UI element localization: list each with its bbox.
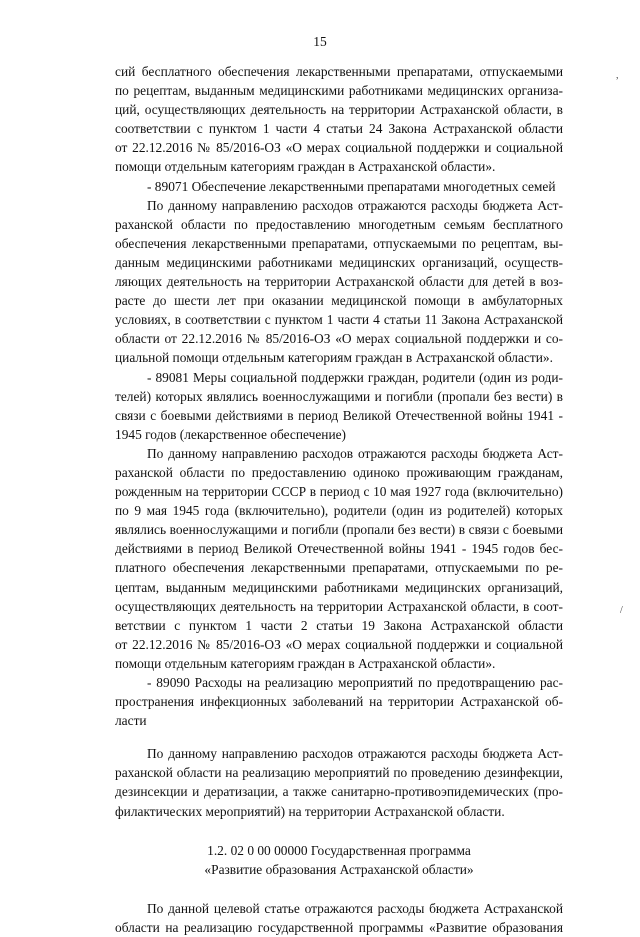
- text-line: ций, осуществляющих деятельность на территории Астраханской области, в: [115, 102, 563, 118]
- text-line: раханской области на реализацию мероприятий по проведению дезинфекции,: [115, 765, 563, 781]
- text-line: осуществляющих деятельность на территории Астраханской области, в соот-: [115, 598, 563, 614]
- text-line: связи с боевыми действиями в период Великой Отечественной войны 1941 -: [115, 407, 563, 423]
- text-line: ляющих деятельность на территории Астраханской области для детей в воз-: [115, 274, 563, 290]
- text-line: области от 22.12.2016 № 85/2016-ОЗ «О мерах социальной поддержки и со-: [115, 331, 563, 347]
- text-line: рожденным на территории СССР в период с 10 мая 1927 года (включительно): [115, 484, 563, 500]
- text-line: ветствии с пунктом 1 части 2 статьи 19 Закона Астраханской области: [115, 617, 563, 633]
- text-line: циальной помощи отдельным категориям граждан в Астраханской области».: [115, 350, 553, 366]
- text-line: по рецептам, выданным медицинскими работниками медицинских организа-: [115, 83, 563, 99]
- text-line: соответствии с пунктом 1 части 4 статьи 24 Закона Астраханской области: [115, 121, 563, 137]
- text-line: платного обеспечения лекарственными препаратами, отпускаемыми по ре-: [115, 560, 563, 576]
- text-line: - 89081 Меры социальной поддержки граждан, родители (один из роди-: [147, 369, 563, 385]
- text-line: действиями в период Великой Отечественной войны 1941 - 1945 годов бес-: [115, 541, 563, 557]
- text-line: По данной целевой статье отражаются расходы бюджета Астраханской: [147, 900, 563, 916]
- text-line: пространения инфекционных заболеваний на территории Астраханской об-: [115, 694, 563, 710]
- text-line: раханской области по предоставлению многодетным семьям бесплатного: [115, 216, 563, 232]
- text-line: являлись военнослужащими и погибли (пропали без вести) в связи с боевыми: [115, 522, 563, 538]
- text-line: ласти: [115, 713, 147, 729]
- text-line: от 22.12.2016 № 85/2016-ОЗ «О мерах социальной поддержки и социальной: [115, 636, 563, 652]
- text-line: обеспечения лекарственными препаратами, отпускаемыми по рецептам, вы-: [115, 235, 563, 251]
- text-line: помощи отдельным категориям граждан в Астраханской области».: [115, 159, 496, 175]
- document-body: [115, 62, 563, 937]
- text-line: условиях, в соответствии с пунктом 1 части 4 статьи 11 Закона Астраханской: [115, 312, 563, 328]
- text-line: расте до шести лет при оказании медицинской помощи в амбулаторных: [115, 293, 563, 309]
- text-line: телей) которых являлись военнослужащими и погибли (пропали без вести) в: [115, 388, 563, 404]
- text-line: данным медицинскими работниками медицинских организаций, осуществ-: [115, 254, 563, 270]
- section-heading-line-1: 1.2. 02 0 00 00000 Государственная программа: [207, 842, 471, 858]
- text-line: по 9 мая 1945 года (включительно), родители (один из родителей) которых: [115, 503, 563, 519]
- main-text: [115, 62, 563, 821]
- margin-mark: ,: [616, 70, 619, 81]
- page-number: 15: [313, 34, 327, 49]
- text-line: цептам, выданным медицинскими работниками медицинских организаций,: [115, 579, 563, 595]
- text-line: от 22.12.2016 № 85/2016-ОЗ «О мерах социальной поддержки и социальной: [115, 140, 563, 156]
- text-line: сий бесплатного обеспечения лекарственными препаратами, отпускаемыми: [115, 64, 563, 79]
- text-line: - 89090 Расходы на реализацию мероприятий по предотвращению рас-: [147, 675, 563, 690]
- text-line: области на реализацию государственной программы «Развитие образования: [115, 919, 563, 935]
- text-line: По данному направлению расходов отражаются расходы бюджета Аст-: [147, 445, 563, 461]
- text-line: филактических мероприятий) на территории Астраханской области.: [115, 803, 505, 819]
- text-line: По данному направлению расходов отражаются расходы бюджета Аст-: [147, 746, 563, 762]
- text-line: дезинсекции и дератизации, а также санитарно-противоэпидемических (про-: [115, 784, 563, 800]
- text-line: - 89071 Обеспечение лекарственными препаратами многодетных семей: [147, 178, 556, 194]
- text-line: раханской области по предоставлению одиноко проживающим гражданам,: [115, 464, 563, 480]
- text-line: По данному направлению расходов отражаются расходы бюджета Аст-: [147, 197, 563, 213]
- text-line: 1945 годов (лекарственное обеспечение): [115, 426, 347, 442]
- paragraph-gap: [115, 730, 563, 744]
- text-line: помощи отдельным категориям граждан в Астраханской области».: [115, 655, 496, 671]
- section-heading-line-2: «Развитие образования Астраханской области»: [204, 861, 474, 877]
- margin-mark: /: [620, 605, 623, 616]
